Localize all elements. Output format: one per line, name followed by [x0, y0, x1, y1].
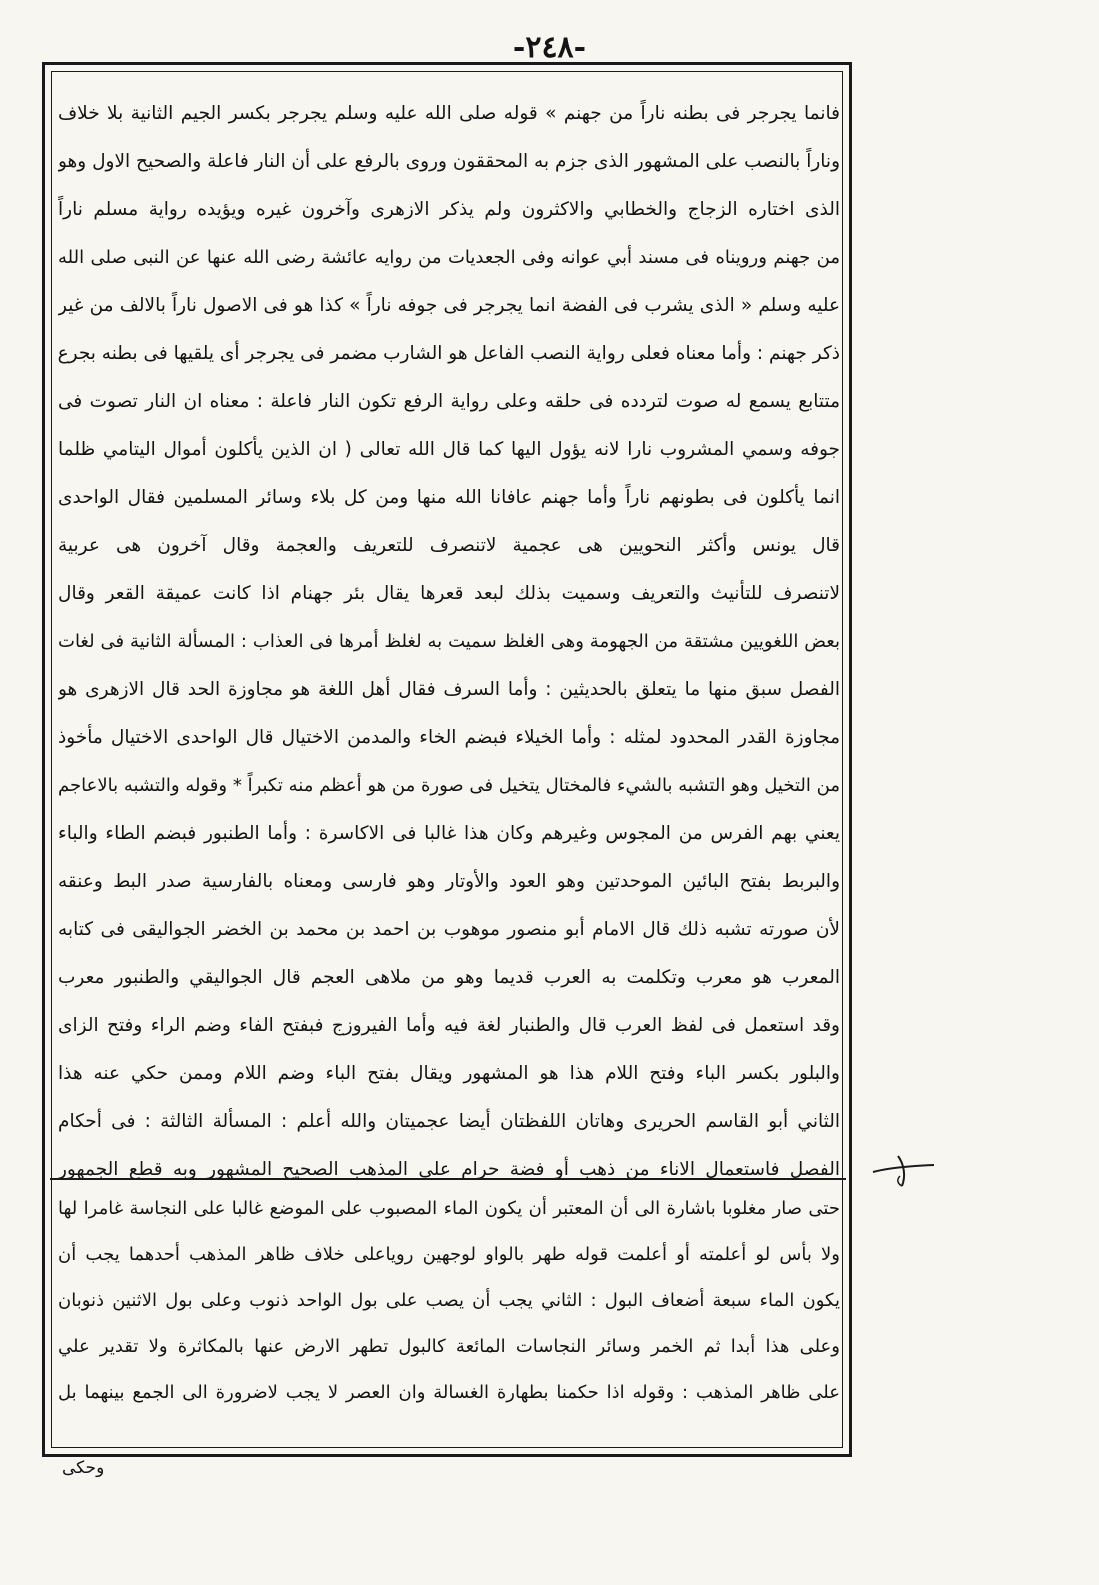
footnote-line: حتى صار مغلوبا باشارة الى أن المعتبر أن يكون الماء المصبوب على الموضع غالبا على النجاسة غامرا لها: [58, 1198, 840, 1219]
footnote-separator: [50, 1178, 846, 1180]
main-text-line: وناراً بالنصب على المشهور الذى جزم به المحققون وروى بالرفع على أن النار فاعلة والصحيح الاول وهو: [58, 151, 840, 172]
main-text-line: من جهنم ورويناه فى مسند أبي عوانه وفى الجعديات من روايه عائشة رضى الله عنها عن النبى صلى الله: [58, 247, 840, 268]
margin-pen-mark-icon: [868, 1150, 938, 1190]
main-text-line: قال يونس وأكثر النحويين هى عجمية لاتنصرف للتعريف والعجمة وقال آخرون هى عربية: [58, 535, 840, 556]
main-text-line: لاتنصرف للتأنيث والتعريف وسميت بذلك لبعد قعرها يقال بئر جهنام اذا كانت عميقة القعر وقال: [58, 583, 840, 604]
page-number: -٢٤٨-: [512, 30, 587, 65]
main-text-line: والبربط بفتح البائين الموحدتين وهو العود والأوتار وهو فارسى ومعناه بالفارسية صدر البط وعنقه: [58, 871, 840, 892]
main-text-line: بعض اللغويين مشتقة من الجهومة وهى الغلظ سميت به لغلظ أمرها فى العذاب : المسألة الثانية فى لغات: [58, 631, 840, 652]
main-text-line: الثاني أبو القاسم الحريرى وهاتان اللفظتان أيضا عجميتان والله أعلم : المسألة الثالثة : فى أحكام: [58, 1111, 840, 1132]
footnote-text-block: [58, 1186, 840, 1416]
main-text-line: مجاوزة القدر المحدود لمثله : وأما الخيلاء فبضم الخاء والمدمن الاختيال قال الواحدى الاختيال مأخوذ: [58, 727, 840, 748]
footnote-line: على ظاهر المذهب : وقوله اذا حكمنا بطهارة الغسالة وان العصر لا يجب لاضرورة الى الجمع بينهما بل: [58, 1382, 840, 1403]
main-text-line: وقد استعمل فى لفظ العرب قال والطنبار لغة فيه وأما الفيروزج فبفتح الفاء وضم الراء وفتح الزاى: [58, 1015, 840, 1036]
main-text-line: فانما يجرجر فى بطنه ناراً من جهنم » قوله صلى الله عليه وسلم يجرجر بكسر الجيم الثانية بلا خلاف: [58, 103, 840, 124]
main-text-line: متتابع يسمع له صوت لتردده فى حلقه وعلى رواية الرفع تكون النار فاعلة : معناه ان النار تصوت فى: [58, 391, 840, 412]
main-text-line: جوفه وسمي المشروب نارا لانه يؤول اليها كما قال الله تعالى ( ان الذين يأكلون أموال اليتامي ظلما: [58, 439, 840, 460]
main-text-block: [58, 90, 840, 1194]
main-text-line: لأن صورته تشبه ذلك قال الامام أبو منصور موهوب بن احمد بن محمد بن الخضر الجواليقى فى كتابه: [58, 919, 840, 940]
footnote-line: وعلى هذا أبدا ثم الخمر وسائر النجاسات المائعة كالبول تطهر الارض عنها بالمكاثرة ولا تقدير علي: [58, 1336, 840, 1357]
main-text-line: يعني بهم الفرس من المجوس وغيرهم وكان هذا غالبا فى الاكاسرة : وأما الطنبور فبضم الطاء والباء: [58, 823, 840, 844]
main-text-line: المعرب هو معرب وتكلمت به العرب قديما وهو من ملاهى العجم قال الجواليقي والطنبور معرب: [58, 967, 840, 988]
footnote-line: يكون الماء سبعة أضعاف البول : الثاني يجب أن يصب على بول الواحد ذنوب وعلى بول الاثنين ذنوبان: [58, 1290, 840, 1311]
main-text-line: والبلور بكسر الباء وفتح اللام هذا هو المشهور ويقال بفتح الباء وضم اللام وممن حكي عنه هذا: [58, 1063, 840, 1084]
main-text-line: الذى اختاره الزجاج والخطابي والاكثرون ولم يذكر الازهرى وآخرون غيره ويؤيده رواية مسلم ناراً: [58, 199, 840, 220]
main-text-line: ذكر جهنم : وأما معناه فعلى رواية النصب الفاعل هو الشارب مضمر فى يجرجر أى يلقيها فى بطنه بجرع: [58, 343, 840, 364]
catchword: وحكى: [62, 1458, 105, 1478]
main-text-line: الفصل فاستعمال الاناء من ذهب أو فضة حرام علي المذهب الصحيح المشهور وبه قطع الجمهور: [58, 1159, 840, 1180]
main-text-line: انما يأكلون فى بطونهم ناراً وأما جهنم عافانا الله منها ومن كل بلاء وسائر المسلمين فقال الواحدى: [58, 487, 840, 508]
main-text-line: عليه وسلم « الذى يشرب فى الفضة انما يجرجر فى جوفه ناراً » كذا هو فى الاصول ناراً بالالف من غير: [58, 295, 840, 316]
footnote-line: ولا بأس لو أعلمته أو أعلمت قوله طهر بالواو لوجهين روياعلى خلاف ظاهر المذهب أحدهما يجب أن: [58, 1244, 840, 1265]
main-text-line: الفصل سبق منها ما يتعلق بالحديثين : وأما السرف فقال أهل اللغة هو مجاوزة الحد قال الازهرى هو: [58, 679, 840, 700]
main-text-line: من التخيل وهو التشبه بالشيء فالمختال يتخيل فى صورة من هو أعظم منه تكبراً * وقوله والتشبه بالاعاجم: [58, 775, 840, 796]
